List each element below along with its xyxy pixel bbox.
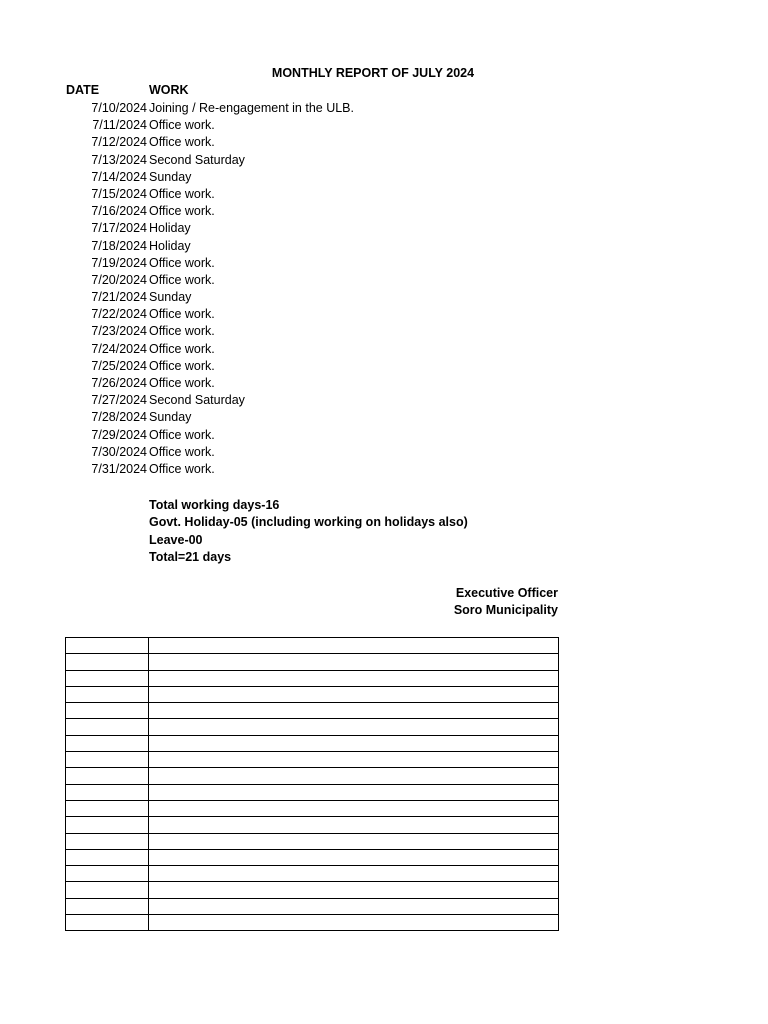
entry-work: Second Saturday: [149, 393, 245, 408]
table-cell: [66, 898, 149, 914]
report-title: MONTHLY REPORT OF JULY 2024: [271, 66, 475, 80]
entry-date: 7/20/2024: [91, 272, 147, 287]
table-row: [66, 719, 559, 735]
entry-date: 7/23/2024: [91, 324, 147, 339]
entry-work: Sunday: [149, 290, 192, 305]
list-item: [0, 409, 768, 426]
entry-work: Office work.: [149, 324, 215, 339]
list-item: [0, 238, 768, 255]
entry-work: Office work.: [149, 461, 215, 476]
list-item: [0, 134, 768, 151]
entry-work: Joining / Re-engagement in the ULB.: [149, 101, 354, 115]
table-cell: [149, 638, 559, 654]
list-item: [0, 100, 768, 117]
table-cell: [149, 817, 559, 833]
list-item: [0, 255, 768, 272]
entry-work: Office work.: [149, 341, 215, 356]
entry-work: Office work.: [149, 186, 215, 201]
table-cell: [149, 833, 559, 849]
list-item: [0, 152, 768, 169]
total-days: Total=21 days: [149, 549, 232, 564]
entry-work: Holiday: [149, 238, 191, 253]
table-cell: [66, 833, 149, 849]
entry-work: Office work.: [149, 135, 215, 150]
blank-grid-table: [65, 637, 559, 931]
entry-date: 7/11/2024: [92, 118, 147, 133]
table-row: [66, 866, 559, 882]
list-item: [0, 186, 768, 203]
list-item: [0, 427, 768, 444]
entry-work: Sunday: [149, 410, 192, 425]
entry-date: 7/14/2024: [91, 169, 147, 184]
table-cell: [149, 719, 559, 735]
table-row: [66, 898, 559, 914]
entry-date: 7/30/2024: [91, 444, 147, 459]
table-cell: [149, 752, 559, 768]
table-cell: [66, 686, 149, 702]
leave-count: Leave-00: [149, 532, 203, 547]
table-cell: [66, 817, 149, 833]
entry-date: 7/17/2024: [91, 221, 147, 236]
signatory-designation: Executive Officer: [455, 586, 558, 600]
table-cell: [66, 849, 149, 865]
table-cell: [66, 752, 149, 768]
table-row: [66, 784, 559, 800]
list-item: [0, 392, 768, 409]
table-row: [66, 686, 559, 702]
list-item: [0, 117, 768, 134]
entry-date: 7/22/2024: [91, 307, 147, 322]
table-row: [66, 703, 559, 719]
table-cell: [66, 915, 149, 931]
entry-date: 7/25/2024: [91, 358, 147, 373]
table-cell: [149, 654, 559, 670]
entry-work: Office work.: [149, 376, 215, 390]
table-row: [66, 752, 559, 768]
table-cell: [149, 768, 559, 784]
entry-date: 7/21/2024: [91, 290, 147, 305]
entry-date: 7/19/2024: [91, 255, 147, 270]
table-row: [66, 849, 559, 865]
entry-work: Office work.: [149, 444, 215, 459]
list-item: [0, 306, 768, 323]
entry-date: 7/27/2024: [91, 393, 147, 408]
list-item: [0, 341, 768, 358]
table-row: [66, 654, 559, 670]
table-cell: [66, 882, 149, 898]
date-column-header: DATE: [66, 83, 100, 97]
table-cell: [66, 670, 149, 686]
table-cell: [149, 882, 559, 898]
entry-date: 7/15/2024: [91, 186, 147, 201]
work-column-header: WORK: [149, 83, 189, 97]
table-cell: [66, 735, 149, 751]
table-row: [66, 768, 559, 784]
table-cell: [149, 670, 559, 686]
table-row: [66, 833, 559, 849]
entry-date: 7/10/2024: [91, 101, 147, 115]
signature-block: [454, 585, 558, 619]
entry-date: 7/13/2024: [91, 152, 147, 167]
entry-work: Office work.: [149, 307, 215, 322]
table-row: [66, 638, 559, 654]
table-cell: [66, 800, 149, 816]
entry-work: Sunday: [149, 169, 192, 184]
entry-work: Office work.: [149, 255, 215, 270]
entry-work: Office work.: [149, 272, 215, 287]
table-cell: [149, 686, 559, 702]
list-item: [0, 358, 768, 375]
table-cell: [66, 866, 149, 882]
govt-holiday-count: Govt. Holiday-05 (including working on holidays also): [149, 515, 468, 530]
entry-date: 7/24/2024: [91, 341, 147, 356]
entry-work: Holiday: [149, 221, 191, 236]
table-cell: [149, 703, 559, 719]
entry-work: Office work.: [149, 427, 215, 442]
table-cell: [149, 898, 559, 914]
table-cell: [66, 638, 149, 654]
entry-date: 7/31/2024: [91, 461, 147, 476]
table-row: [66, 670, 559, 686]
entry-date: 7/12/2024: [91, 135, 147, 150]
table-cell: [149, 784, 559, 800]
table-row: [66, 735, 559, 751]
total-working-days: Total working days-16: [149, 498, 280, 512]
entries-list: [0, 100, 768, 478]
entry-work: Second Saturday: [149, 152, 245, 167]
table-cell: [66, 703, 149, 719]
list-item: [0, 220, 768, 237]
table-cell: [149, 849, 559, 865]
list-item: [0, 289, 768, 306]
table-row: [66, 915, 559, 931]
entry-date: 7/16/2024: [91, 204, 147, 219]
table-cell: [149, 866, 559, 882]
list-item: [0, 272, 768, 289]
table-cell: [149, 735, 559, 751]
table-cell: [149, 800, 559, 816]
list-item: [0, 169, 768, 186]
list-item: [0, 203, 768, 220]
entry-date: 7/28/2024: [91, 410, 147, 425]
summary-block: [149, 497, 468, 566]
table-row: [66, 817, 559, 833]
table-row: [66, 800, 559, 816]
entry-date: 7/18/2024: [91, 238, 147, 253]
list-item: [0, 375, 768, 392]
list-item: [0, 461, 768, 478]
table-cell: [66, 768, 149, 784]
table-cell: [149, 915, 559, 931]
entry-date: 7/26/2024: [91, 376, 147, 390]
entry-work: Office work.: [149, 118, 215, 133]
table-cell: [66, 719, 149, 735]
table-row: [66, 882, 559, 898]
entry-work: Office work.: [149, 204, 215, 219]
entry-date: 7/29/2024: [91, 427, 147, 442]
signatory-office: Soro Municipality: [453, 603, 558, 617]
table-cell: [66, 654, 149, 670]
table-cell: [66, 784, 149, 800]
list-item: [0, 444, 768, 461]
list-item: [0, 323, 768, 340]
entry-work: Office work.: [149, 358, 215, 373]
